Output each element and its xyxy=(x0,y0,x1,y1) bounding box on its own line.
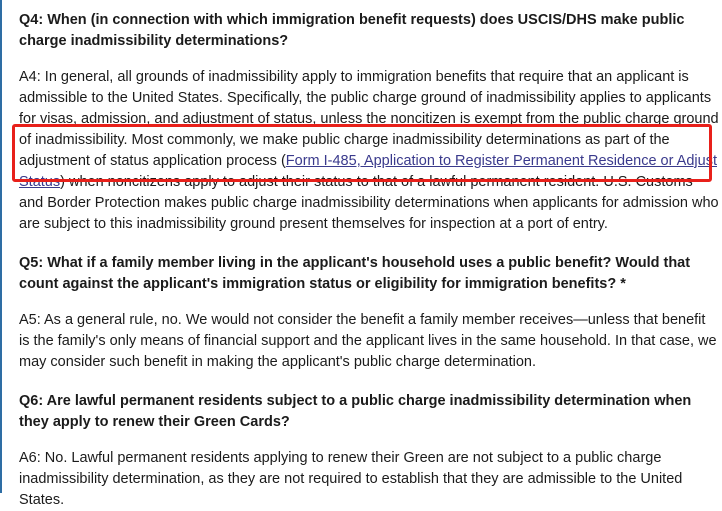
answer-a4-text-start: A4: In general, all grounds of inadmissibility apply to immigration benefits that require that an applicant is admissible to the United States. Specifically, the public charge ground of inadmissibility applies to applicants for visas, admission, and adjustment of status, unless the noncitizen is exempt from the public charge ground of inadmissibility. Most commonly, we make public charge inadmissibility determinations as part of the adjustment of status application process ( xyxy=(19,69,719,169)
question-q5: Q5: What if a family member living in the applicant's household uses a public benefit? Would that count against the applicant's immigration status or eligibility for immigration benefits? * xyxy=(19,255,691,292)
question-q4: Q4: When (in connection with which immigration benefit requests) does USCIS/DHS make public charge inadmissibility determinations? xyxy=(19,12,685,49)
left-border-rule xyxy=(0,0,2,493)
question-q6: Q6: Are lawful permanent residents subject to a public charge inadmissibility determination when they apply to renew their Green Cards? xyxy=(19,393,692,430)
answer-a6: A6: No. Lawful permanent residents applying to renew their Green are not subject to a public charge inadmissibility determination, as they are not required to establish that they are admissible to the United States. xyxy=(19,450,683,508)
form-i485-link[interactable]: Form I-485, Application to Register Permanent Residence or Adjust Status xyxy=(19,153,717,190)
answer-a4 xyxy=(19,67,719,235)
faq-section xyxy=(19,10,719,511)
answer-a5: A5: As a general rule, no. We would not consider the benefit a family member receives—unless that benefit is the family's only means of financial support and the applicant lives in the same household. In that case, we may consider such benefit in making the applicant's public charge determination. xyxy=(19,312,717,370)
answer-a4-text-end: ) when noncitizens apply to adjust their status to that of a lawful permanent resident. U.S. Customs and Border Protection makes public charge inadmissibility determinations when applicants for admission who are subject to this inadmissibility ground present themselves for inspection at a port of entry. xyxy=(19,174,719,232)
